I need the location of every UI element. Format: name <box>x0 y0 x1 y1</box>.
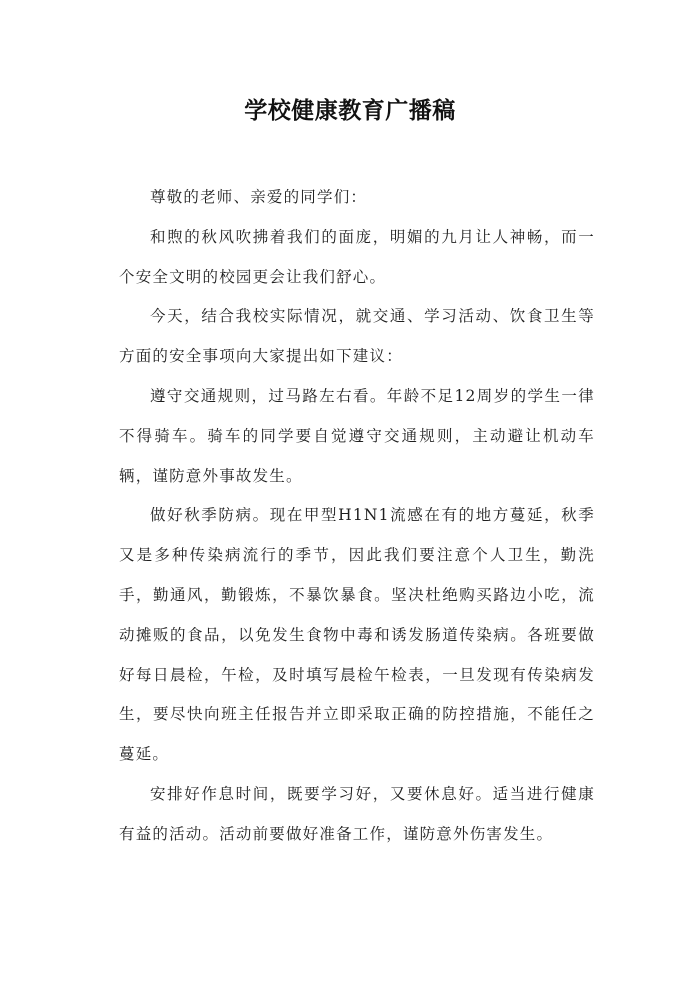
document-body <box>119 178 595 855</box>
paragraph-greeting: 尊敬的老师、亲爱的同学们： <box>150 188 368 206</box>
paragraph-disease-prevention: 做好秋季防病。现在甲型H1N1流感在有的地方蔓延，秋季又是多种传染病流行的季节，因此我们要注意个人卫生，勤洗手，勤通风，勤锻炼，不暴饮暴食。坚决杜绝购买路边小吃，流动摊贩的食品，以免发生食物中毒和诱发肠道传染病。各班要做好每日晨检，午检，及时填写晨检午检表，一旦发现有传染病发生，要尽快向班主任报告并立即采取正确的防控措施，不能任之蔓延。 <box>119 506 595 764</box>
paragraph-suggestions: 今天，结合我校实际情况，就交通、学习活动、饮食卫生等方面的安全事项向大家提出如下建议： <box>119 307 595 366</box>
document-title: 学校健康教育广播稿 <box>244 98 456 124</box>
paragraph-intro: 和煦的秋风吹拂着我们的面庞，明媚的九月让人神畅，而一个安全文明的校园更会让我们舒心。 <box>119 227 595 286</box>
paragraph-schedule: 安排好作息时间，既要学习好，又要休息好。适当进行健康有益的活动。活动前要做好准备工作，谨防意外伤害发生。 <box>119 784 595 843</box>
paragraph-traffic: 遵守交通规则，过马路左右看。年龄不足12周岁的学生一律不得骑车。骑车的同学要自觉遵守交通规则，主动避让机动车辆，谨防意外事故发生。 <box>119 386 595 485</box>
